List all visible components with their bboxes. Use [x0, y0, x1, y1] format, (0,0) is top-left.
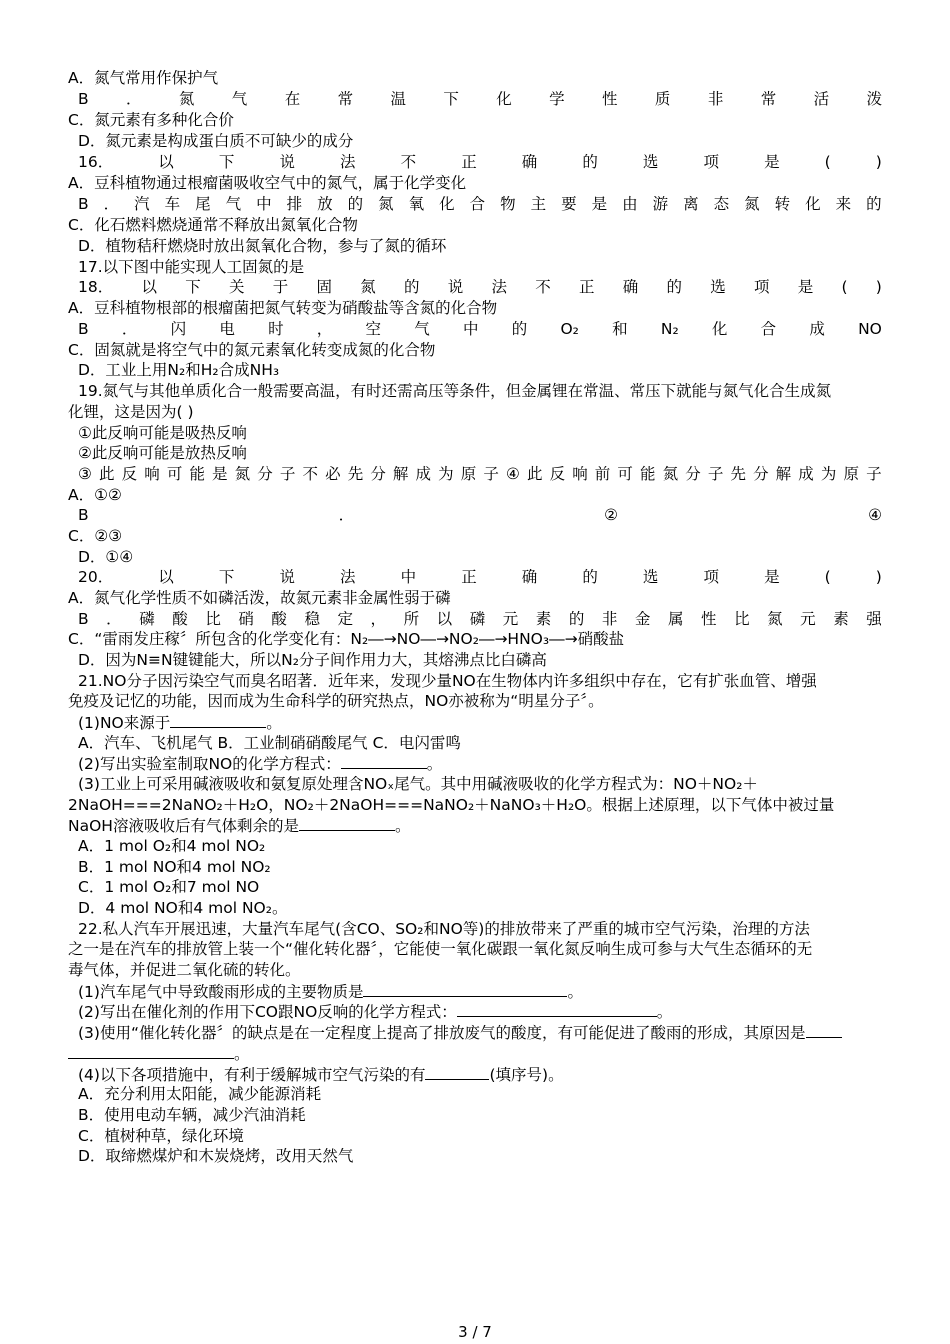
text-token: ④ [868, 506, 882, 524]
text-token: B [78, 320, 89, 338]
text-token: 子 [707, 465, 724, 483]
text-token: 项 [753, 278, 770, 296]
text-token: 先 [730, 465, 746, 483]
text-token: 子 [483, 465, 499, 483]
option-line: A．汽车、飞机尾气 B．工业制硝硝酸尾气 C．电闪雷鸣 [78, 734, 461, 752]
question-20-stem [78, 567, 882, 587]
text-token: 时 [268, 320, 284, 338]
text-token: 温 [390, 90, 406, 108]
text-token: 18． [78, 278, 114, 296]
text-token: 非 [707, 90, 724, 108]
question-22-stem-cont: 之一是在汽车的排放管上装一个“催化转化器〞，它能使一氧化碳跟一氧化氮反响生成可参与大气生态循环的无 [68, 940, 813, 958]
text-token: 磷 [469, 610, 486, 628]
text-token: 下 [443, 90, 459, 108]
text-token: 正 [461, 568, 477, 586]
text-token: 16． [78, 153, 114, 171]
text-token: ( [824, 153, 831, 171]
text-token: B [78, 506, 89, 524]
text-token: ． [121, 320, 138, 338]
option-line: D．氮元素是构成蛋白质不可缺少的成分 [78, 132, 354, 150]
answer-blank[interactable] [170, 712, 266, 728]
sub-question-line [78, 1001, 882, 1022]
text-token: 分 [257, 465, 273, 483]
option-line: C．“雷雨发庄稼〞所包含的化学变化有：N₂―→NO―→NO₂―→HNO₃―→硝酸盐 [68, 630, 625, 648]
option-line: C．1 mol O₂和7 mol NO [78, 878, 260, 896]
text-token: 中 [463, 320, 479, 338]
text-token: 的 [511, 320, 528, 338]
text-token: 法 [491, 278, 507, 296]
text-token: 主 [530, 195, 547, 213]
text-token: 电 [219, 320, 235, 338]
text-token: 化 [496, 90, 512, 108]
text-token: 正 [461, 153, 477, 171]
text-token: 化 [711, 320, 728, 338]
text-token: 正 [578, 278, 595, 296]
option-line: B．1 mol NO和4 mol NO₂ [78, 858, 271, 876]
question-18-stem [78, 277, 882, 297]
text-token: 酸 [271, 610, 287, 628]
text-token: 分 [370, 465, 386, 483]
sub-question-text: (4)以下各项措施中，有利于缓解城市空气污染的有 [78, 1066, 426, 1084]
text-token: 氮 [234, 465, 251, 483]
text-token: ) [875, 278, 882, 296]
text-token: N₂ [660, 320, 679, 338]
question-19-stem: 19.氮气与其他单质化合一般需要高温，有时还需高压等条件，但金属锂在常温、常压下就能与氮气化合生成氮 [78, 382, 832, 400]
text-token: 中 [256, 195, 272, 213]
text-token: 的 [582, 153, 598, 171]
punctuation: 。 [394, 817, 411, 835]
text-token: 空 [365, 320, 382, 338]
answer-blank[interactable] [425, 1064, 489, 1080]
text-token: 比 [205, 610, 221, 628]
text-token: 为 [438, 465, 454, 483]
punctuation: 。 [656, 1003, 673, 1021]
option-line: D．植物秸秆燃烧时放出氮氧化合物，参与了氮的循环 [78, 237, 447, 255]
punctuation: 。 [234, 1045, 250, 1063]
option-line: B．使用电动车辆，减少汽油消耗 [78, 1106, 306, 1124]
text-token: 固 [316, 278, 332, 296]
text-token: 成 [809, 320, 825, 338]
answer-blank[interactable] [68, 1043, 234, 1059]
text-token: ) [875, 153, 882, 171]
text-token: 转 [774, 195, 791, 213]
text-token: 素 [833, 610, 849, 628]
text-token: 来 [835, 195, 852, 213]
text-token: 常 [760, 90, 777, 108]
option-line: A．豆科植物根部的根瘤菌把氮气转变为硝酸盐等含氮的化合物 [68, 299, 498, 317]
text-token: 的 [582, 568, 598, 586]
option-line: A．1 mol O₂和4 mol NO₂ [78, 837, 266, 855]
text-token: 于 [272, 278, 289, 296]
answer-blank[interactable] [363, 981, 567, 997]
text-token: ④ [505, 465, 520, 483]
justified-option-line [78, 609, 882, 629]
text-token: 属 [667, 610, 684, 628]
text-token: O₂ [560, 320, 579, 338]
text-token: 氮 [662, 465, 679, 483]
text-token: 不 [302, 465, 318, 483]
answer-blank[interactable] [457, 1001, 657, 1017]
question-19-stem-cont: 化锂，这是因为( ) [68, 403, 194, 421]
text-token: 定 [337, 610, 354, 628]
text-token: 金 [634, 610, 651, 628]
question-22-stem: 22.私人汽车开展迅速，大量汽车尾气(含CO、SO₂和NO等)的排放带来了严重的城市空气污染，治理的方法 [78, 920, 810, 938]
text-token: 下 [218, 153, 235, 171]
text-token: 的 [866, 195, 882, 213]
answer-blank[interactable] [806, 1022, 842, 1038]
text-token: 能 [189, 465, 205, 483]
text-token: 子 [279, 465, 296, 483]
text-token: 活 [813, 90, 830, 108]
sub-question-line-cont [68, 1043, 882, 1064]
option-line: C．固氮就是将空气中的氮元素氧化转变成氮的化合物 [68, 341, 436, 359]
question-22-stem-cont: 毒气体，并促进二氧化硫的转化。 [68, 961, 301, 979]
text-token: 非 [601, 610, 618, 628]
text-token: 说 [447, 278, 464, 296]
text-token: 氮 [178, 90, 195, 108]
text-token: 以 [158, 153, 174, 171]
option-line: A．充分利用太阳能，减少能源消耗 [78, 1085, 322, 1103]
text-token: 解 [392, 465, 409, 483]
text-token: 尾 [195, 195, 211, 213]
text-token: 素 [535, 610, 552, 628]
text-token: 响 [144, 465, 160, 483]
text-token: 此 [99, 465, 115, 483]
text-token: 不 [400, 153, 417, 171]
page-number: 3 / 7 [458, 1323, 492, 1341]
text-token: 氧 [408, 195, 425, 213]
option-line: A．氮气化学性质不如磷活泼，故氮元素非金属性弱于磷 [68, 589, 451, 607]
text-token: 闪 [170, 320, 187, 338]
text-token: 法 [340, 568, 356, 586]
text-token: 气 [414, 320, 430, 338]
text-token: 原 [460, 465, 477, 483]
text-token: ③ [78, 465, 92, 483]
text-token: 法 [340, 153, 356, 171]
text-token: 元 [800, 610, 816, 628]
text-token: 关 [228, 278, 245, 296]
question-21-stem-cont: 免疫及记忆的功能，因而成为生命科学的研究热点，NO亦被称为“明星分子〞。 [68, 692, 604, 710]
text-token: 可 [166, 465, 183, 483]
text-token: 比 [734, 610, 750, 628]
option-line: D．因为N≡N键键能大，所以N₂分子间作用力大，其熔沸点比白磷高 [78, 651, 547, 669]
text-token: 项 [703, 568, 720, 586]
text-token: B [78, 195, 89, 213]
text-token: 必 [325, 465, 341, 483]
text-token: 确 [622, 278, 639, 296]
text-token: 此 [526, 465, 543, 483]
text-token: 以 [436, 610, 453, 628]
text-token: 以 [158, 568, 174, 586]
text-token: 中 [400, 568, 417, 586]
text-token: 不 [535, 278, 551, 296]
option-line: A．①② [68, 486, 122, 504]
text-token: 是 [764, 153, 780, 171]
sub-question-line [78, 1022, 882, 1043]
sub-question-line [78, 1064, 882, 1085]
punctuation: 。 [426, 755, 443, 773]
text-token: 说 [279, 568, 295, 586]
text-token: 氮 [360, 278, 376, 296]
sub-question-text-tail: (填序号)。 [489, 1066, 564, 1084]
answer-blank[interactable] [341, 753, 427, 769]
text-token: ． [126, 90, 142, 108]
text-token: 可 [617, 465, 633, 483]
text-token: 以 [141, 278, 157, 296]
sub-question-line: 2NaOH===2NaNO₂＋H₂O，NO₂＋2NaOH===NaNO₂＋NaNO₃＋H₂O。根据上述原理，以下气体中被过量 [68, 796, 835, 814]
text-token: 态 [713, 195, 730, 213]
text-token: 稳 [304, 610, 320, 628]
text-token: 合 [469, 195, 486, 213]
text-token: 选 [710, 278, 726, 296]
text-token: 元 [502, 610, 519, 628]
text-token: 气 [225, 195, 242, 213]
text-token: 排 [286, 195, 303, 213]
text-token: 是 [591, 195, 608, 213]
option-line: A．氮气常用作保护气 [68, 69, 219, 87]
text-token: 的 [666, 278, 682, 296]
sub-question-text: (2)写出在催化剂的作用下CO跟NO反响的化学方程式： [78, 1003, 457, 1021]
text-token: 在 [284, 90, 301, 108]
text-token: 氮 [378, 195, 394, 213]
text-token: 先 [347, 465, 364, 483]
sub-question-line [78, 712, 882, 733]
text-token: 是 [797, 278, 814, 296]
text-token: ， [316, 320, 333, 338]
question-17-stem: 17.以下图中能实现人工固氮的是 [78, 258, 305, 276]
text-token: 性 [701, 610, 717, 628]
text-token: 所 [403, 610, 420, 628]
question-21-stem: 21.NO分子因污染空气而臭名昭著．近年来，发现少量NO在生物体内许多组织中存在，它有扩张血管、增强 [78, 672, 817, 690]
option-line: C．②③ [68, 527, 123, 545]
option-line: D．工业上用N₂和H₂合成NH₃ [78, 361, 280, 379]
text-token: 合 [760, 320, 777, 338]
text-token: 下 [185, 278, 201, 296]
text-token: 20． [78, 568, 114, 586]
text-token: 气 [231, 90, 248, 108]
option-line: C．植树种草，绿化环境 [78, 1127, 244, 1145]
statement-line: ①此反响可能是吸热反响 [78, 424, 247, 442]
punctuation: 。 [567, 983, 583, 1001]
sub-question-line [78, 981, 882, 1002]
text-token: 汽 [134, 195, 150, 213]
text-token: 放 [317, 195, 333, 213]
text-token: 泼 [866, 90, 882, 108]
text-token: ． [103, 195, 120, 213]
sub-question-line [78, 753, 882, 774]
statement-line: ②此反响可能是放热反响 [78, 444, 247, 462]
sub-question-text: NaOH溶液吸收后有气体剩余的是 [68, 817, 299, 835]
text-token: 为 [820, 465, 837, 483]
text-token: ． [106, 610, 122, 628]
justified-option-line [78, 194, 882, 214]
text-token: 由 [622, 195, 638, 213]
text-token: 是 [764, 568, 780, 586]
text-token: 酸 [172, 610, 188, 628]
text-token: NO [858, 320, 882, 338]
text-token: 是 [212, 465, 228, 483]
text-token: 说 [279, 153, 295, 171]
text-token: 磷 [139, 610, 155, 628]
option-line: C．氮元素有多种化合价 [68, 111, 234, 129]
text-token: ( [841, 278, 848, 296]
text-token: 能 [640, 465, 656, 483]
text-token: ) [875, 568, 882, 586]
text-token: 学 [549, 90, 565, 108]
text-token: 氮 [767, 610, 783, 628]
text-token: 项 [703, 153, 720, 171]
sub-question-line [68, 815, 882, 836]
text-token: 的 [347, 195, 364, 213]
text-token: 氮 [744, 195, 760, 213]
text-token: 化 [439, 195, 455, 213]
text-token: 化 [805, 195, 821, 213]
sub-question-text: (2)写出实验室制取NO的化学方程式： [78, 755, 341, 773]
option-line: D．取缔燃煤炉和木炭烧烤，改用天然气 [78, 1147, 354, 1165]
text-token: 的 [403, 278, 420, 296]
text-token: 选 [642, 568, 659, 586]
option-line: D．4 mol NO和4 mol NO₂。 [78, 899, 288, 917]
text-token: 和 [612, 320, 628, 338]
text-token: B [78, 90, 89, 108]
question-16-stem [78, 152, 882, 172]
justified-option-line [78, 505, 882, 525]
text-token: 选 [642, 153, 659, 171]
text-token: 物 [500, 195, 516, 213]
statement-line [78, 464, 882, 484]
justified-option-line [78, 89, 882, 109]
justified-option-line [78, 319, 882, 339]
text-token: 前 [594, 465, 611, 483]
text-token: 响 [572, 465, 588, 483]
text-token: 性 [602, 90, 618, 108]
text-token: 确 [521, 568, 538, 586]
text-token: ② [604, 506, 619, 524]
sub-question-line: (3)工业上可采用碱液吸收和氨复原处理含NOₓ尾气。其中用碱液吸收的化学方程式为：NO＋NO₂＋ [78, 775, 758, 793]
text-token: 车 [164, 195, 181, 213]
text-token: 解 [775, 465, 792, 483]
option-line: D．①④ [78, 548, 134, 566]
text-token: 成 [415, 465, 432, 483]
text-token: 下 [218, 568, 235, 586]
text-token: 硝 [238, 610, 254, 628]
option-line: A．豆科植物通过根瘤菌吸收空气中的氮气，属于化学变化 [68, 174, 467, 192]
text-token: 分 [753, 465, 769, 483]
text-token: 游 [652, 195, 669, 213]
text-token: 子 [866, 465, 882, 483]
text-token: B [78, 610, 89, 628]
option-line: C．化石燃料燃烧通常不释放出氮氧化合物 [68, 216, 358, 234]
punctuation: 。 [266, 714, 282, 732]
text-token: 强 [866, 610, 882, 628]
text-token: ， [370, 610, 387, 628]
sub-question-text: (3)使用“催化转化器〞的缺点是在一定程度上提高了排放废气的酸度，有可能促进了酸雨的形成，其原因是 [78, 1024, 806, 1042]
text-token: 反 [549, 465, 566, 483]
answer-blank[interactable] [299, 815, 395, 831]
text-token: ( [824, 568, 831, 586]
sub-question-text: (1)NO来源于 [78, 714, 171, 732]
text-token: 原 [843, 465, 860, 483]
text-token: 常 [337, 90, 354, 108]
sub-question-text: (1)汽车尾气中导致酸雨形成的主要物质是 [78, 983, 364, 1001]
text-token: 要 [561, 195, 577, 213]
text-token: 离 [683, 195, 699, 213]
text-token: 成 [798, 465, 814, 483]
text-token: 确 [521, 153, 538, 171]
text-token: 反 [121, 465, 138, 483]
text-token: ． [338, 506, 355, 524]
text-token: 分 [685, 465, 701, 483]
text-token: 的 [568, 610, 585, 628]
text-token: 质 [654, 90, 671, 108]
